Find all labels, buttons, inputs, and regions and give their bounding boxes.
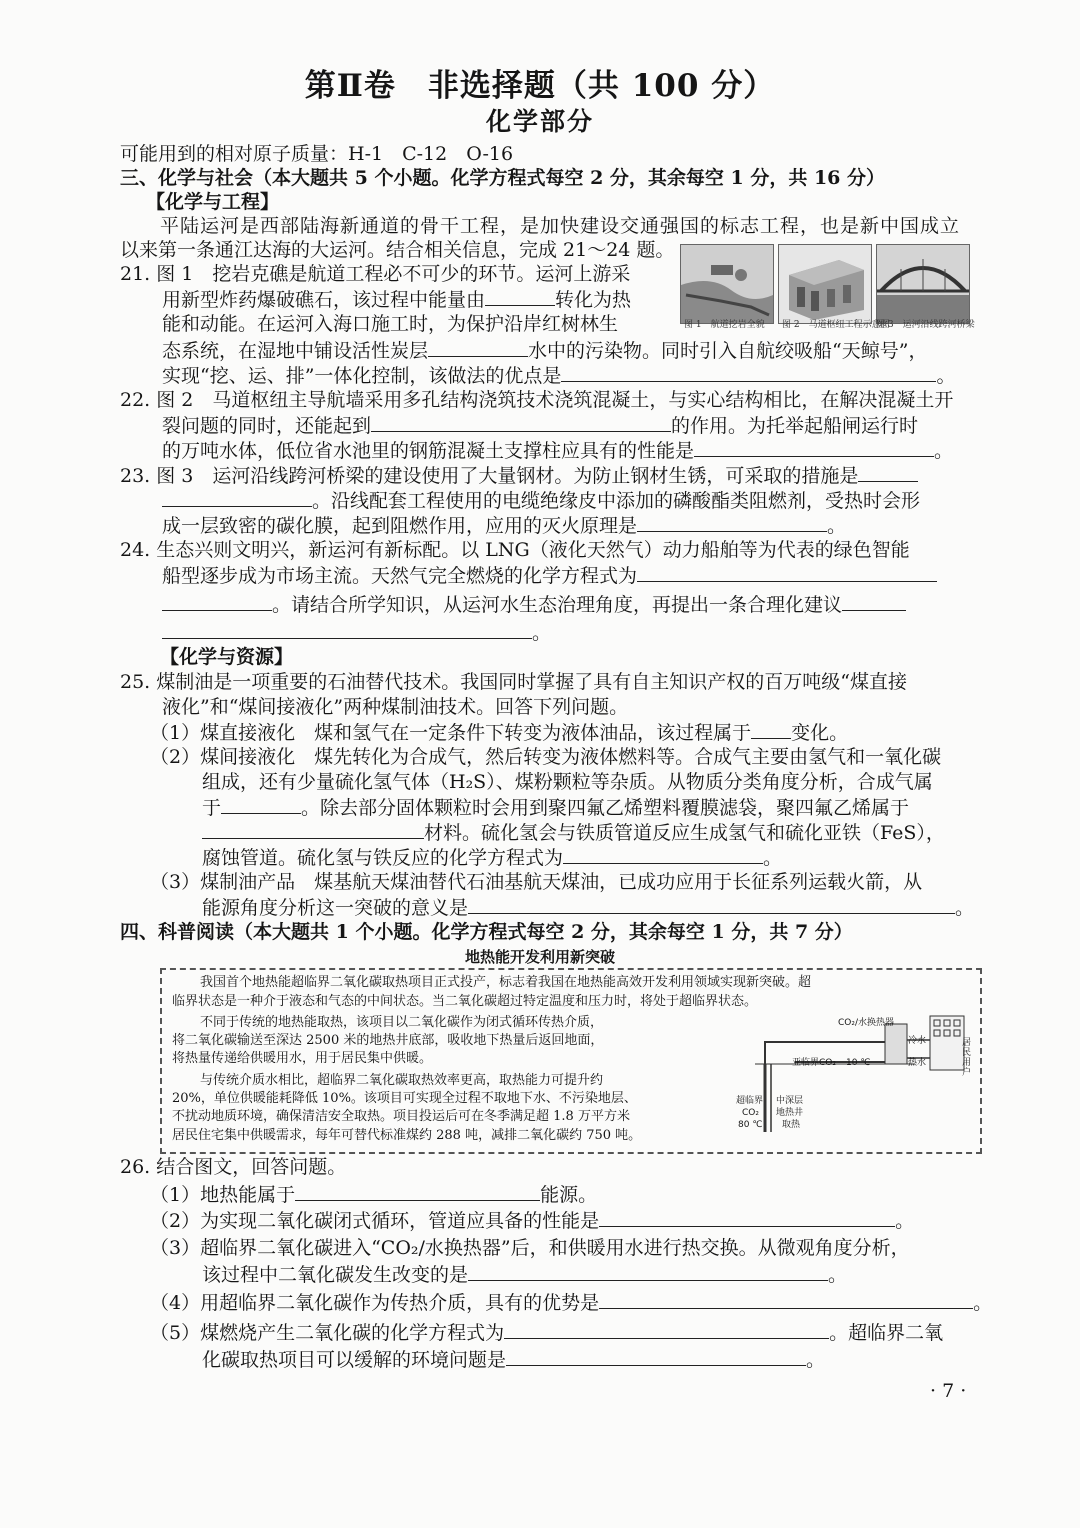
- q25-line-2: 液化”和“煤间接液化”两种煤制油技术。回答下列问题。: [162, 696, 629, 718]
- atomic-mass-note: 可能用到的相对原子质量：H-1 C-12 O-16: [120, 143, 514, 165]
- diagram-sc-label: 超临界: [736, 1096, 764, 1106]
- q21-blank-3[interactable]: [561, 363, 936, 382]
- q22-blank-1[interactable]: [371, 413, 671, 432]
- reading-title: 地热能开发利用新突破: [464, 948, 615, 966]
- q21-line-5: 实现“挖、运、排”一体化控制，该做法的优点是 。: [162, 365, 956, 387]
- diagram-co2-label: CO₂: [742, 1108, 759, 1118]
- diagram-temp-2: 80 ℃: [738, 1120, 763, 1130]
- q24-line-2: 船型逐步成为市场主流。天然气完全燃烧的化学方程式为: [162, 563, 937, 588]
- q26-part5: （5）煤燃烧产生二氧化碳的化学方程式为 。超临界二氧: [150, 1322, 944, 1344]
- q26-intro: 26. 结合图文，回答问题。: [120, 1156, 347, 1178]
- intro-line-2: 以来第一条通江达海的大运河。结合相关信息，完成 21～24 题。: [120, 239, 675, 261]
- geothermal-diagram: [735, 1012, 975, 1142]
- q21-line-3: 能和动能。在运河入海口施工时，为保护沿岸红树林生: [162, 313, 619, 335]
- reading-line-6: 与传统介质水相比，超临界二氧化碳取热效率更高，取热能力可提升约: [200, 1073, 604, 1088]
- diagram-temp-1: 10 ℃: [846, 1058, 871, 1068]
- reading-line-8: 不扰动地质环境，确保清洁安全取热。项目投运后可在冬季满足超 1.8 万平方米: [172, 1109, 630, 1124]
- diagram-house: 居民用户: [962, 1038, 972, 1078]
- diagram-cold-water: 冷水: [908, 1036, 927, 1046]
- figure-1-caption: 图 1 航道挖岩全貌: [684, 320, 765, 330]
- q26-blank-5[interactable]: [504, 1320, 829, 1339]
- q26-part4: （4）用超临界二氧化碳作为传热介质，具有的优势是 。: [150, 1292, 993, 1314]
- page-number: · 7 ·: [930, 1380, 967, 1402]
- q25-part1: （1）煤直接液化 煤和氢气在一定条件下转变为液体油品，该过程属于 变化。: [150, 722, 849, 744]
- figure-2-caption: 图 2 马道枢纽工程示意图: [782, 320, 890, 330]
- q25-line-1: 25. 煤制油是一项重要的石油替代技术。我国同时掌握了具有自主知识产权的百万吨级“煤直接: [120, 671, 907, 693]
- reading-line-7: 20%，单位供暖能耗降低 10%。该项目可实现全过程不取地下水、不污染地层、: [172, 1091, 637, 1106]
- page-title: 第Ⅱ卷 非选择题（共 100 分）: [304, 68, 776, 104]
- q23-blank-1[interactable]: [858, 463, 918, 482]
- reading-line-3: 不同于传统的地热能取热，该项目以二氧化碳作为闭式循环传热介质，: [200, 1015, 604, 1030]
- diagram-hot-water: 热水: [908, 1058, 927, 1068]
- q26-part1: （1）地热能属于 能源。: [150, 1184, 598, 1206]
- q23-blank-1b[interactable]: [162, 488, 312, 507]
- reading-line-5: 将热量传递给供暖用水，用于居民集中供暖。: [172, 1051, 433, 1066]
- q25-part2-line-5: 腐蚀管道。硫化氢与铁反应的化学方程式为 。: [202, 847, 783, 869]
- q26-part2: （2）为实现二氧化碳闭式循环，管道应具备的性能是 。: [150, 1210, 915, 1232]
- section3-heading: 三、化学与社会（本大题共 5 个小题。化学方程式每空 2 分，其余每空 1 分，共 16 分）: [120, 167, 886, 189]
- q21-line-1: 21. 图 1 挖岩克礁是航道工程必不可少的环节。运河上游采: [120, 263, 631, 285]
- q21-blank-2[interactable]: [428, 338, 528, 357]
- q24-blank-1b[interactable]: [162, 592, 272, 611]
- intro-line-1: 平陆运河是西部陆海新通道的骨干工程，是加快建设交通强国的标志工程，也是新中国成立: [160, 215, 961, 237]
- q25-part2-line-3: 于 。除去部分固体颗粒时会用到聚四氟乙烯塑料覆膜滤袋，聚四氟乙烯属于: [202, 797, 910, 819]
- q25-blank-4[interactable]: [563, 845, 763, 864]
- reading-line-9: 居民住宅集中供暖需求，每年可替代标准煤约 288 吨，减排二氧化碳约 750 吨。: [172, 1128, 642, 1143]
- q25-blank-1[interactable]: [751, 720, 791, 739]
- q24-blank-1[interactable]: [637, 563, 937, 582]
- q21-line-2: 用新型炸药爆破礁石，该过程中能量由 转化为热: [162, 289, 632, 311]
- q24-line-3: 。请结合所学知识，从运河水生态治理角度，再提出一条合理化建议: [162, 592, 906, 617]
- diagram-well-3: 取热: [782, 1120, 801, 1130]
- q26-blank-6[interactable]: [506, 1347, 806, 1366]
- diagram-well-1: 中深层: [776, 1096, 804, 1106]
- q25-part3-line-1: （3）煤制油产品 煤基航天煤油替代石油基航天煤油，已成功应用于长征系列运载火箭，从: [150, 871, 923, 893]
- q23-line-3: 成一层致密的碳化膜，起到阻燃作用，应用的灭火原理是 。: [162, 515, 847, 537]
- reading-line-4: 将二氧化碳输送至深达 2500 米的地热井底部，吸收地下热量后返回地面，: [172, 1033, 604, 1048]
- q25-blank-5[interactable]: [468, 895, 955, 914]
- q24-line-1: 24. 生态兴则文明兴，新运河有新标配。以 LNG（液化天然气）动力船舶等为代表的绿色智能: [120, 539, 910, 561]
- reading-line-1: 我国首个地热能超临界二氧化碳取热项目正式投产，标志着我国在地热能高效开发利用领域实现新突破。超: [200, 975, 812, 990]
- q23-blank-2[interactable]: [637, 513, 827, 532]
- lock-structure-illustration: [779, 245, 871, 323]
- q26-blank-2[interactable]: [599, 1208, 895, 1227]
- q25-blank-3[interactable]: [202, 820, 424, 839]
- q26-part5-line-2: 化碳取热项目可以缓解的环境问题是 。: [202, 1349, 826, 1371]
- engineering-tag: 【化学与工程】: [146, 191, 280, 213]
- excavation-illustration: [681, 245, 773, 323]
- q21-blank-1[interactable]: [485, 287, 555, 306]
- q22-line-1: 22. 图 2 马道枢纽主导航墙采用多孔结构浇筑技术浇筑混凝土，与实心结构相比，在解决混凝土开: [120, 389, 954, 411]
- q26-blank-1[interactable]: [295, 1182, 540, 1201]
- diagram-exchanger-label: CO₂/水换热器: [838, 1018, 895, 1028]
- q26-part3-line-1: （3）超临界二氧化碳进入“CO₂/水换热器”后，和供暖用水进行热交换。从微观角度分析，: [150, 1237, 910, 1259]
- q24-blank-2[interactable]: [842, 592, 906, 611]
- q24-line-4: 。: [162, 620, 551, 645]
- bridge-illustration: [877, 245, 969, 323]
- q22-blank-2[interactable]: [694, 438, 934, 457]
- figure-3-image: [876, 244, 970, 324]
- q26-blank-3[interactable]: [468, 1262, 828, 1281]
- q26-part3-line-2: 该过程中二氧化碳发生改变的是 。: [202, 1264, 848, 1286]
- q25-part2-line-2: 组成，还有少量硫化氢气体（H₂S）、煤粉颗粒等杂质。从物质分类角度分析，合成气属: [202, 771, 933, 793]
- q23-line-1: 23. 图 3 运河沿线跨河桥梁的建设使用了大量钢材。为防止钢材生锈，可采取的措施是: [120, 463, 918, 488]
- q21-line-4: 态系统，在湿地中铺设活性炭层 水中的污染物。同时引入自航绞吸船“天鲸号”，: [162, 340, 928, 362]
- q25-part3-line-2: 能源角度分析这一突破的意义是 。: [202, 897, 975, 919]
- q25-part2-line-1: （2）煤间接液化 煤先转化为合成气，然后转变为液体燃料等。合成气主要由氢气和一氧化碳: [150, 746, 942, 768]
- resource-tag: 【化学与资源】: [160, 646, 294, 668]
- section4-heading: 四、科普阅读（本大题共 1 个小题。化学方程式每空 2 分，其余每空 1 分，共 7 分）: [120, 921, 853, 943]
- diagram-well-2: 地热井: [776, 1108, 804, 1118]
- q24-blank-2b[interactable]: [162, 620, 532, 639]
- q26-blank-4[interactable]: [599, 1290, 973, 1309]
- q22-line-2: 裂问题的同时，还能起到 的作用。为托举起船闸运行时: [162, 415, 919, 437]
- q25-blank-2[interactable]: [221, 795, 301, 814]
- q25-part2-line-4: 材料。硫化氢会与铁质管道反应生成氢气和硫化亚铁（FeS），: [202, 820, 945, 845]
- q22-line-3: 的万吨水体，低位省水池里的钢筋混凝土支撑柱应具有的性能是 。: [162, 440, 954, 462]
- figure-1-image: [680, 244, 774, 324]
- figure-2-image: [778, 244, 872, 324]
- page-subtitle: 化学部分: [485, 107, 594, 136]
- q23-line-2: 。沿线配套工程使用的电缆绝缘皮中添加的磷酸酯类阻燃剂，受热时会形: [162, 488, 920, 513]
- figure-3-caption: 图 3 运河沿线跨河桥梁: [876, 320, 975, 330]
- reading-line-2: 临界状态是一种介于液态和气态的中间状态。当二氧化碳超过特定温度和压力时，将处于超临界状态。: [172, 994, 758, 1009]
- diagram-co2-in: 亚临界CO₂: [792, 1058, 836, 1068]
